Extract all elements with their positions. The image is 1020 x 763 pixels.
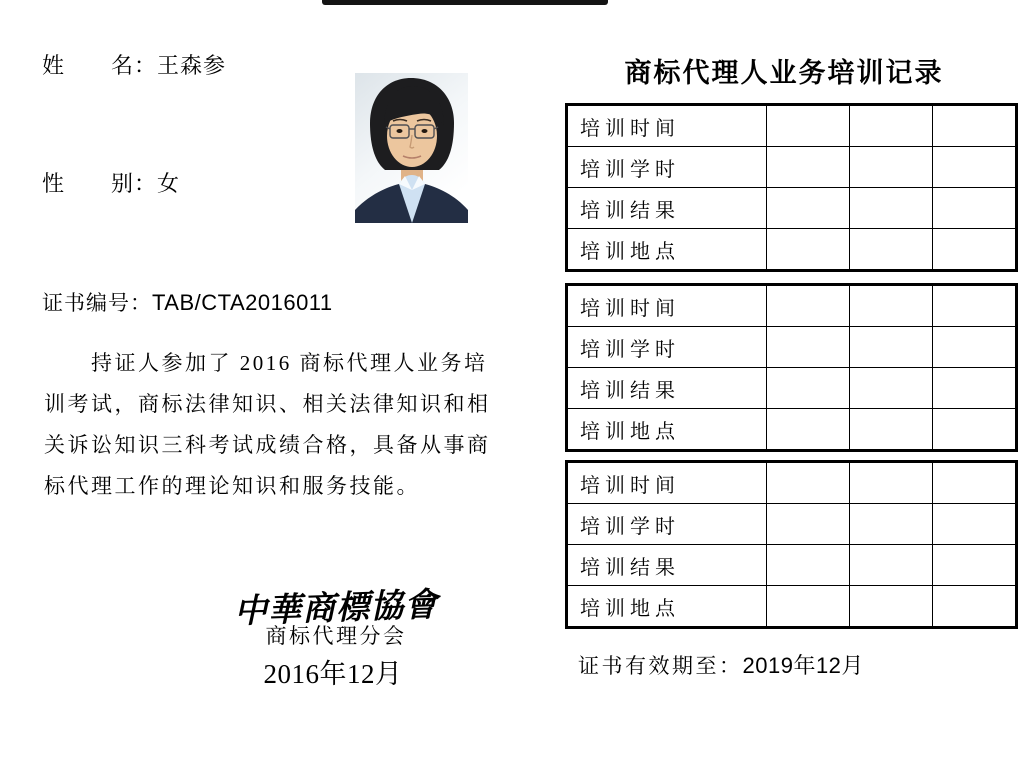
statement-line: 持证人参加了 2016 商标代理人业务培 [91, 351, 488, 375]
empty-cell [767, 285, 850, 327]
empty-cell [767, 229, 850, 271]
empty-cell [933, 504, 1017, 545]
statement-line: 标代理工作的理论知识和服务技能。 [44, 474, 420, 498]
training-table-3 [565, 460, 1018, 629]
table-row [567, 462, 1017, 504]
validity-value: 2019年12月 [742, 653, 864, 678]
empty-cell [933, 327, 1017, 368]
empty-cell [933, 285, 1017, 327]
certificate-number-label: 证书编号： [42, 291, 152, 315]
row-label-training-place: 培训地点 [567, 586, 767, 628]
empty-cell [850, 504, 933, 545]
table-row [567, 229, 1017, 271]
issue-date: 2016年12月 [263, 659, 403, 689]
empty-cell [767, 147, 850, 188]
empty-cell [850, 327, 933, 368]
empty-cell [767, 327, 850, 368]
certificate-number-value: TAB/CTA2016011 [152, 290, 333, 315]
empty-cell [767, 409, 850, 451]
empty-cell [767, 504, 850, 545]
table-row [567, 409, 1017, 451]
empty-cell [767, 545, 850, 586]
empty-cell [850, 586, 933, 628]
table-row [567, 105, 1017, 147]
empty-cell [933, 105, 1017, 147]
association-signature: 中華商標協會 [233, 584, 439, 631]
empty-cell [933, 368, 1017, 409]
gender-field [42, 167, 180, 198]
top-edge-bar [322, 0, 608, 5]
validity-label: 证书有效期至： [578, 654, 743, 678]
empty-cell [933, 229, 1017, 271]
statement-line: 关诉讼知识三科考试成绩合格，具备从事商 [44, 433, 491, 457]
table-row [567, 147, 1017, 188]
empty-cell [933, 147, 1017, 188]
table-row [567, 327, 1017, 368]
empty-cell [933, 586, 1017, 628]
empty-cell [767, 188, 850, 229]
empty-cell [767, 105, 850, 147]
row-label-training-result: 培训结果 [567, 545, 767, 586]
table-row [567, 188, 1017, 229]
row-label-training-place: 培训地点 [567, 409, 767, 451]
gender-value: 女 [157, 171, 181, 196]
row-label-training-place: 培训地点 [567, 229, 767, 271]
gender-label: 性 别： [42, 171, 158, 196]
empty-cell [850, 462, 933, 504]
name-value: 王森参 [157, 53, 227, 78]
certification-statement [44, 343, 514, 507]
statement-line: 训考试，商标法律知识、相关法律知识和相 [44, 392, 491, 416]
branch-name: 商标代理分会 [265, 624, 407, 648]
empty-cell [850, 545, 933, 586]
row-label-training-time: 培训时间 [567, 462, 767, 504]
empty-cell [933, 545, 1017, 586]
portrait-photo [355, 73, 468, 223]
empty-cell [850, 285, 933, 327]
row-label-training-hours: 培训学时 [567, 327, 767, 368]
training-table-2 [565, 283, 1018, 452]
row-label-training-hours: 培训学时 [567, 147, 767, 188]
table-row [567, 285, 1017, 327]
empty-cell [850, 368, 933, 409]
certificate-number [42, 287, 333, 317]
empty-cell [850, 229, 933, 271]
table-row [567, 586, 1017, 628]
validity-line [578, 649, 864, 680]
empty-cell [850, 188, 933, 229]
name-field [42, 49, 226, 80]
empty-cell [767, 368, 850, 409]
row-label-training-result: 培训结果 [567, 368, 767, 409]
empty-cell [933, 409, 1017, 451]
table-row [567, 545, 1017, 586]
table-row [567, 504, 1017, 545]
row-label-training-time: 培训时间 [567, 285, 767, 327]
empty-cell [850, 147, 933, 188]
training-record-title: 商标代理人业务培训记录 [624, 58, 944, 88]
empty-cell [933, 462, 1017, 504]
name-label: 姓 名： [42, 53, 158, 78]
row-label-training-result: 培训结果 [567, 188, 767, 229]
empty-cell [767, 462, 850, 504]
empty-cell [767, 586, 850, 628]
row-label-training-time: 培训时间 [567, 105, 767, 147]
empty-cell [850, 105, 933, 147]
empty-cell [850, 409, 933, 451]
empty-cell [933, 188, 1017, 229]
row-label-training-hours: 培训学时 [567, 504, 767, 545]
training-table-1 [565, 103, 1018, 272]
table-row [567, 368, 1017, 409]
